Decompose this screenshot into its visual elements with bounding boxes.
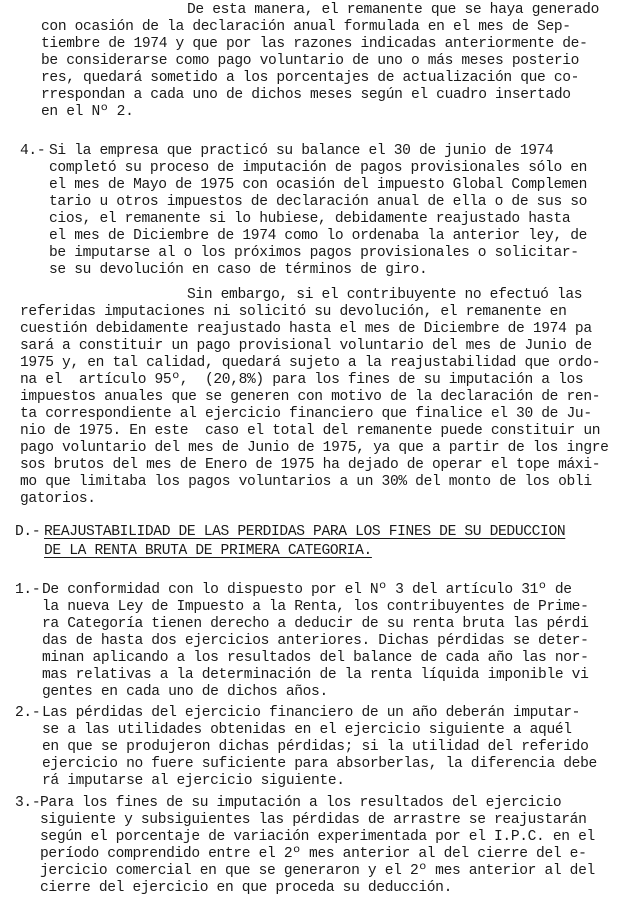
text-line: na el artículo 95º, (20,8%) para los fines de su imputación a los <box>20 372 584 388</box>
text-line: nio de 1975. En este caso el total del remanente puede constituir un <box>20 423 601 439</box>
text-line: ra Categoría tienen derecho a deducir de su renta bruta las pérdi <box>42 616 589 632</box>
text-line: jercicio comercial en que se generaron y el 2º mes anterior al del <box>40 863 595 879</box>
text-line: en el Nº 2. <box>41 104 134 120</box>
text-line: tario u otros impuestos de declaración anual de ella o de sus so <box>49 194 588 210</box>
item-number: 3.- <box>15 795 41 811</box>
text-line: ejercicio no fuere suficiente para absorberlas, la diferencia debe <box>42 756 597 772</box>
text-line: cierre del ejercicio en que proceda su deducción. <box>40 880 452 896</box>
text-line: Para los fines de su imputación a los resultados del ejercicio <box>40 795 562 811</box>
text-line: el mes de Mayo de 1975 con ocasión del impuesto Global Complemen <box>49 177 588 193</box>
text-line: sos brutos del mes de Enero de 1975 ha dejado de operar el tope máxi- <box>20 457 601 473</box>
text-line: impuestos anuales que se generen con motivo de la declaración de ren- <box>20 389 601 405</box>
text-line: se su devolución en caso de términos de giro. <box>49 262 428 278</box>
text-line: siguiente y subsiguientes las pérdidas de arrastre se reajustarán <box>40 812 587 828</box>
text-line: Las pérdidas del ejercicio financiero de un año deberán imputar- <box>42 705 581 721</box>
text-line: cios, el remanente si lo hubiese, debidamente reajustado hasta <box>49 211 571 227</box>
text-line: sará a constituir un pago provisional voluntario del mes de Junio de <box>20 338 592 354</box>
text-line: tiembre de 1974 y que por las razones indicadas anteriormente de- <box>41 36 588 52</box>
text-line: mas relativas a la determinación de la renta líquida imponible vi <box>42 667 589 683</box>
text-line: con ocasión de la declaración anual formulada en el mes de Sep- <box>41 19 571 35</box>
section-title-line: DE LA RENTA BRUTA DE PRIMERA CATEGORIA. <box>44 543 372 559</box>
text-line: Si la empresa que practicó su balance el 30 de junio de 1974 <box>49 143 554 159</box>
text-line: gatorios. <box>20 491 96 507</box>
text-line: cuestión debidamente reajustado hasta el mes de Diciembre de 1974 pa <box>20 321 592 337</box>
text-line: das de hasta dos ejercicios anteriores. Dichas pérdidas se deter- <box>42 633 589 649</box>
text-line: gentes en cada uno de dichos años. <box>42 684 328 700</box>
text-line: la nueva Ley de Impuesto a la Renta, los contribuyentes de Prime- <box>42 599 589 615</box>
section-title-line: REAJUSTABILIDAD DE LAS PERDIDAS PARA LOS FINES DE SU DEDUCCION <box>44 524 566 540</box>
text-line: mo que limitaba los pagos voluntarios a un 30% del monto de los obli <box>20 474 592 490</box>
item-number: 2.- <box>15 705 41 721</box>
text-line: período comprendido entre el 2º mes anterior al del cierre del e- <box>40 846 587 862</box>
text-line: rá imputarse al ejercicio siguiente. <box>42 773 345 789</box>
text-line: referidas imputaciones ni solicitó su devolución, el remanente en <box>20 304 567 320</box>
text-line: rrespondan a cada uno de dichos meses según el cuadro insertado <box>41 87 571 103</box>
text-line: Sin embargo, si el contribuyente no efectuó las <box>187 287 583 303</box>
text-line: el mes de Diciembre de 1974 como lo ordenaba la anterior ley, de <box>49 228 588 244</box>
text-line: res, quedará sometido a los porcentajes de actualización que co- <box>41 70 580 86</box>
item-number: 4.- <box>20 143 46 159</box>
text-line: según el porcentaje de variación experimentada por el I.P.C. en el <box>40 829 595 845</box>
item-number: 1.- <box>15 582 41 598</box>
text-line: pago voluntario del mes de Junio de 1975, ya que a partir de los ingre <box>20 440 609 456</box>
text-line: en que se produjeron dichas pérdidas; si la utilidad del referido <box>42 739 589 755</box>
text-line: se a las utilidades obtenidas en el ejercicio siguiente a aquél <box>42 722 572 738</box>
text-line: minan aplicando a los resultados del balance de cada año las nor- <box>42 650 589 666</box>
text-line: 1975 y, en tal calidad, quedará sujeto a la reajustabilidad que ordo- <box>20 355 601 371</box>
text-line: De esta manera, el remanente que se haya generado <box>187 2 599 18</box>
text-line: be imputarse al o los próximos pagos provisionales o solicitar- <box>49 245 579 261</box>
text-line: completó su proceso de imputación de pagos provisionales sólo en <box>49 160 588 176</box>
text-line: ta correspondiente al ejercicio financiero que finalice el 30 de Ju- <box>20 406 592 422</box>
text-line: be considerarse como pago voluntario de uno o más meses posterio <box>41 53 580 69</box>
section-label: D.- <box>15 524 41 540</box>
text-line: De conformidad con lo dispuesto por el Nº 3 del artículo 31º de <box>42 582 572 598</box>
